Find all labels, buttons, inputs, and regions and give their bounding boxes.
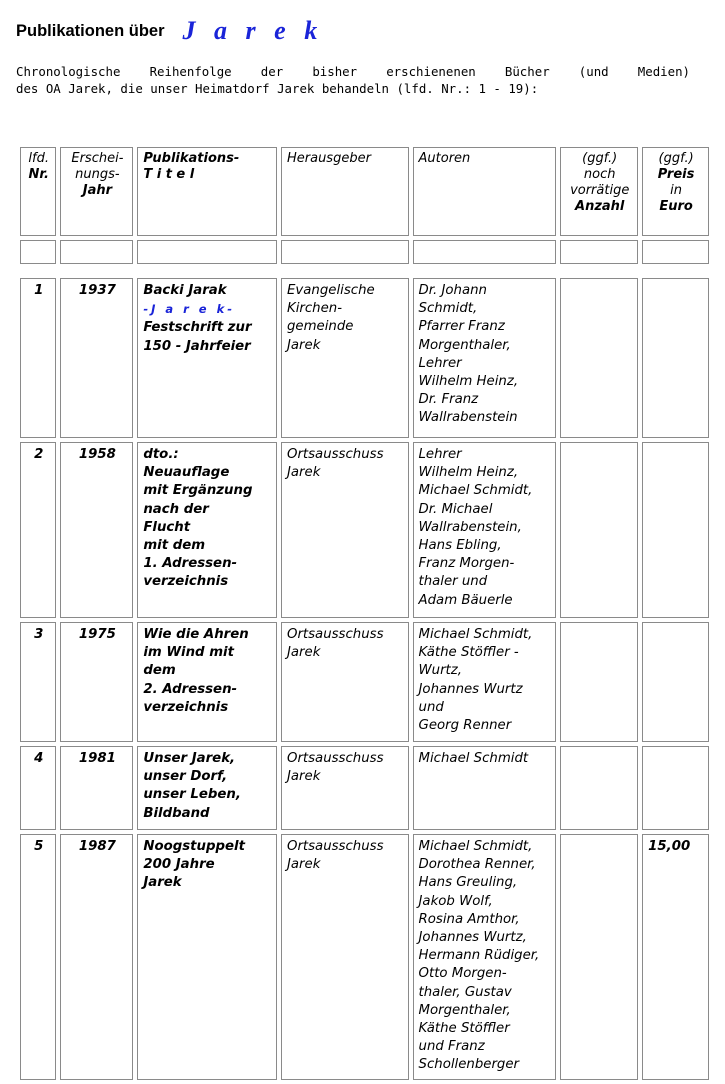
intro-word: bisher <box>312 64 358 79</box>
header-anzahl-line: vorrätige <box>570 183 630 198</box>
empty-cell <box>137 240 277 264</box>
row-nr: 1 <box>20 278 56 438</box>
header-jahr <box>60 147 133 236</box>
table-row <box>20 746 709 830</box>
intro-line-1 <box>16 63 690 80</box>
intro-word: Medien) <box>637 64 690 79</box>
row-jahr: 1987 <box>60 834 133 1080</box>
row-jahr: 1975 <box>60 622 133 742</box>
row-herausgeber: Ortsausschuss Jarek <box>281 442 409 618</box>
spacer-row <box>20 240 709 264</box>
header-jahr-line: nungs- <box>75 167 120 182</box>
row-herausgeber: Ortsausschuss Jarek <box>281 622 409 742</box>
row-titel <box>137 278 277 438</box>
header-nr-line: lfd. <box>28 151 49 166</box>
intro-line-2: des OA Jarek, die unser Heimatdorf Jarek behandeln (lfd. Nr.: 1 - 19): <box>16 81 539 96</box>
header-preis-line: Preis <box>657 167 695 182</box>
header-autoren: Autoren <box>413 147 557 236</box>
row-nr: 2 <box>20 442 56 618</box>
row-titel: Wie die Ahren im Wind mit dem 2. Adressen- verzeichnis <box>137 622 277 742</box>
row-nr: 5 <box>20 834 56 1080</box>
header-anzahl <box>560 147 638 236</box>
publications-table <box>16 143 713 1084</box>
row-jahr: 1958 <box>60 442 133 618</box>
row-preis <box>642 746 709 830</box>
header-preis-line: in <box>670 183 683 198</box>
page-title-name: J a r e k <box>182 16 324 45</box>
intro-word: Reihenfolge <box>149 64 232 79</box>
table-row <box>20 622 709 742</box>
row-autoren: Dr. Johann Schmidt, Pfarrer Franz Morgenthaler, Lehrer Wilhelm Heinz, Dr. Franz Wallrabenstein <box>413 278 557 438</box>
intro-word: Chronologische <box>16 64 121 79</box>
empty-cell <box>642 240 709 264</box>
header-jahr-line: Jahr <box>82 183 113 198</box>
header-herausgeber: Herausgeber <box>281 147 409 236</box>
row-jahr: 1937 <box>60 278 133 438</box>
header-preis-line: (ggf.) <box>658 151 694 166</box>
header-jahr-line: Erschei- <box>71 151 124 166</box>
row-autoren: Michael Schmidt <box>413 746 557 830</box>
intro-word: erschienenen <box>386 64 476 79</box>
intro-word: Bücher <box>504 64 550 79</box>
header-nr-line: Nr. <box>28 167 49 182</box>
header-titel-line: Publikations- <box>143 151 240 166</box>
table-row <box>20 442 709 618</box>
empty-cell <box>560 240 638 264</box>
intro-word: (und <box>578 64 609 79</box>
row-herausgeber: Ortsausschuss Jarek <box>281 834 409 1080</box>
row-herausgeber: Ortsausschuss Jarek <box>281 746 409 830</box>
header-anzahl-line: (ggf.) <box>582 151 618 166</box>
row-nr: 4 <box>20 746 56 830</box>
row-titel: Noogstuppelt 200 Jahre Jarek <box>137 834 277 1080</box>
row-nr: 3 <box>20 622 56 742</box>
header-preis <box>642 147 709 236</box>
header-preis-line: Euro <box>659 199 693 214</box>
spacer-row <box>20 268 709 274</box>
header-titel <box>137 147 277 236</box>
row-herausgeber: Evangelische Kirchen- gemeinde Jarek <box>281 278 409 438</box>
row-preis <box>642 278 709 438</box>
row-anzahl <box>560 746 638 830</box>
empty-cell <box>60 240 133 264</box>
row-autoren: Lehrer Wilhelm Heinz, Michael Schmidt, Dr. Michael Wallrabenstein, Hans Ebling, Franz Morgen- thaler und Adam Bäuerle <box>413 442 557 618</box>
table-header-row <box>20 147 709 236</box>
row-titel-jarek: -J a r e k- <box>143 302 236 317</box>
row-titel-part: Backi Jarak <box>143 283 227 298</box>
row-preis <box>642 622 709 742</box>
row-anzahl <box>560 278 638 438</box>
header-anzahl-line: noch <box>583 167 616 182</box>
row-preis: 15,00 <box>642 834 709 1080</box>
header-anzahl-line: Anzahl <box>575 199 625 214</box>
spacer-cell <box>20 268 709 274</box>
row-autoren: Michael Schmidt, Dorothea Renner, Hans Greuling, Jakob Wolf, Rosina Amthor, Johannes Wurtz, Hermann Rüdiger, Otto Morgen- thaler, Gustav Morgenthaler, Käthe Stöffler und Franz Schollenberger <box>413 834 557 1080</box>
empty-cell <box>281 240 409 264</box>
empty-cell <box>20 240 56 264</box>
row-autoren: Michael Schmidt, Käthe Stöffler - Wurtz, Johannes Wurtz und Georg Renner <box>413 622 557 742</box>
header-nr <box>20 147 56 236</box>
empty-cell <box>413 240 557 264</box>
row-titel: dto.: Neuauflage mit Ergänzung nach der Flucht mit dem 1. Adressen- verzeichnis <box>137 442 277 618</box>
page-title-prefix: Publikationen über <box>16 21 165 40</box>
table-row <box>20 278 709 438</box>
row-preis <box>642 442 709 618</box>
header-titel-line: T i t e l <box>143 167 195 182</box>
row-titel: Unser Jarek, unser Dorf, unser Leben, Bildband <box>137 746 277 830</box>
intro-word: der <box>260 64 284 79</box>
page-heading <box>16 14 323 48</box>
intro-text <box>16 63 690 97</box>
row-anzahl <box>560 834 638 1080</box>
table-row <box>20 834 709 1080</box>
row-jahr: 1981 <box>60 746 133 830</box>
row-anzahl <box>560 442 638 618</box>
row-titel-part: Festschrift zur 150 - Jahrfeier <box>143 320 252 354</box>
row-anzahl <box>560 622 638 742</box>
